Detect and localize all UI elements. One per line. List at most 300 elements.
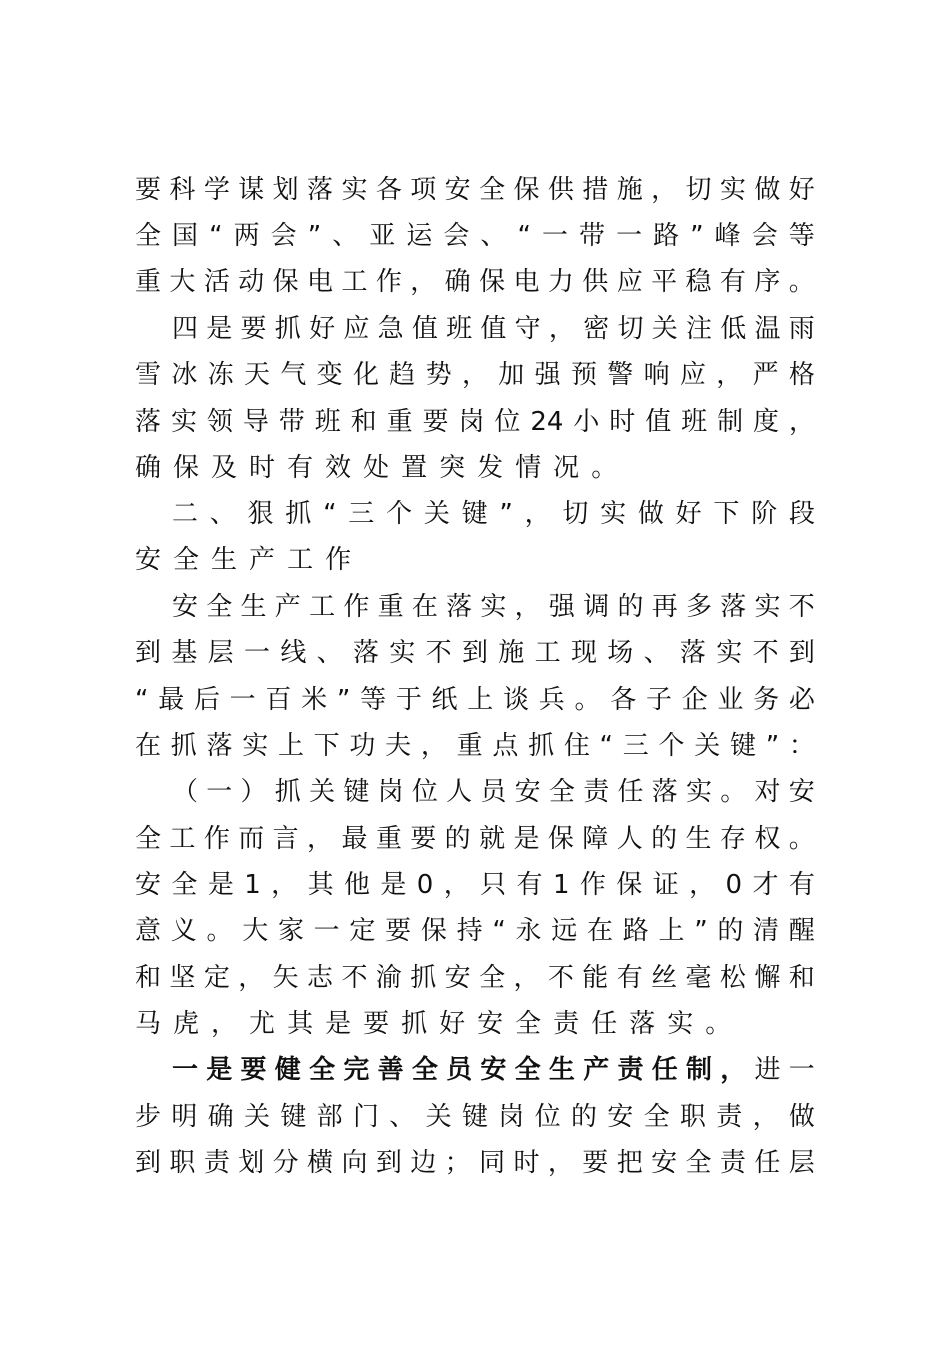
glyph: 尤 xyxy=(249,1009,276,1039)
glyph: 到 xyxy=(788,638,815,668)
glyph: 带 xyxy=(278,407,305,437)
glyph: 处 xyxy=(363,453,390,483)
glyph: 不 xyxy=(341,963,368,993)
glyph: 对 xyxy=(754,777,781,807)
glyph: 清 xyxy=(753,916,780,946)
glyph: 醒 xyxy=(788,916,815,946)
glyph: 多 xyxy=(685,592,712,622)
glyph: 言 xyxy=(272,824,299,854)
glyph: 三 xyxy=(348,499,375,529)
glyph: 岗 xyxy=(458,407,485,437)
glyph: ” xyxy=(336,685,351,715)
bold-glyph: ， xyxy=(720,1055,747,1085)
glyph: 于 xyxy=(395,685,422,715)
glyph: 值 xyxy=(645,407,672,437)
glyph: 注 xyxy=(685,314,712,344)
bold-glyph: 是 xyxy=(206,1055,233,1085)
glyph: 全 xyxy=(685,1148,712,1178)
glyph: 确 xyxy=(444,267,471,297)
glyph: 抓 xyxy=(170,731,197,761)
glyph: 上 xyxy=(658,916,685,946)
glyph: 的 xyxy=(570,1102,597,1132)
glyph: ） xyxy=(240,777,267,807)
bold-glyph: 健 xyxy=(274,1055,301,1085)
glyph: 、 xyxy=(332,221,359,251)
glyph: 定 xyxy=(203,963,230,993)
glyph: 重 xyxy=(386,407,413,437)
glyph: 实 xyxy=(716,638,743,668)
glyph: 的 xyxy=(717,916,744,946)
glyph: 保 xyxy=(420,916,447,946)
glyph: 应 xyxy=(679,360,706,390)
glyph: 实 xyxy=(600,499,627,529)
text-line xyxy=(135,1004,815,1044)
glyph: ： xyxy=(788,731,815,761)
glyph: 会 xyxy=(270,221,297,251)
glyph: 全 xyxy=(643,1102,670,1132)
glyph: 懈 xyxy=(754,963,781,993)
glyph: 关 xyxy=(651,314,678,344)
glyph: 变 xyxy=(316,360,343,390)
glyph: 班 xyxy=(681,407,708,437)
glyph: 关 xyxy=(425,1102,452,1132)
glyph: 好 xyxy=(439,1009,466,1039)
glyph: 点 xyxy=(492,731,519,761)
glyph: ， xyxy=(271,870,298,900)
text-line xyxy=(135,911,815,951)
glyph: 个 xyxy=(386,499,413,529)
glyph: 必 xyxy=(788,685,815,715)
glyph: 远 xyxy=(551,916,578,946)
text-line xyxy=(135,216,815,256)
section-heading-line xyxy=(172,494,815,534)
glyph: 势 xyxy=(425,360,452,390)
glyph: 效 xyxy=(325,453,352,483)
glyph: 。 xyxy=(705,1009,732,1039)
glyph: 一 xyxy=(243,638,270,668)
text-line xyxy=(172,309,815,349)
glyph: 渝 xyxy=(375,963,402,993)
glyph: 三 xyxy=(622,731,649,761)
glyph: ， xyxy=(238,963,265,993)
glyph: 电 xyxy=(307,267,334,297)
glyph: 安 xyxy=(477,1009,504,1039)
glyph: 动 xyxy=(238,267,265,297)
glyph: 低 xyxy=(720,314,747,344)
glyph: 。 xyxy=(788,824,815,854)
glyph: 要 xyxy=(582,1148,609,1178)
glyph: 置 xyxy=(401,453,428,483)
glyph: 实 xyxy=(341,175,368,205)
glyph: 而 xyxy=(238,824,265,854)
glyph: 落 xyxy=(679,638,706,668)
bold-glyph: 任 xyxy=(651,1055,678,1085)
glyph: 安 xyxy=(444,175,471,205)
glyph: 个 xyxy=(658,731,685,761)
glyph: 密 xyxy=(583,314,610,344)
glyph: 电 xyxy=(513,267,540,297)
glyph: 班 xyxy=(314,407,341,437)
glyph: 生 xyxy=(240,592,267,622)
text-line xyxy=(135,958,815,998)
subheading-line xyxy=(172,772,815,812)
glyph: 实 xyxy=(719,175,746,205)
glyph: 不 xyxy=(547,963,574,993)
glyph: 、 xyxy=(389,1102,416,1132)
text-line xyxy=(135,355,815,395)
glyph: 落 xyxy=(651,777,678,807)
glyph: 边 xyxy=(410,1148,437,1178)
glyph: 带 xyxy=(579,221,606,251)
glyph: 层 xyxy=(207,638,234,668)
glyph: ， xyxy=(547,1148,574,1178)
glyph: 四 xyxy=(172,314,199,344)
glyph: 抓 xyxy=(401,1009,428,1039)
text-line xyxy=(135,680,815,720)
glyph: 一 xyxy=(229,685,256,715)
glyph: 有 xyxy=(616,963,643,993)
glyph: 各 xyxy=(610,685,637,715)
glyph: 雪 xyxy=(135,360,162,390)
glyph: 关 xyxy=(243,1102,270,1132)
glyph: 、 xyxy=(480,221,507,251)
glyph: ， xyxy=(307,824,334,854)
glyph: 不 xyxy=(752,638,779,668)
glyph: 是 xyxy=(380,870,407,900)
glyph: 其 xyxy=(287,1009,314,1039)
bold-glyph: 完 xyxy=(343,1055,370,1085)
glyph: 在 xyxy=(411,592,438,622)
glyph: 上 xyxy=(277,731,304,761)
text-line xyxy=(135,1143,815,1183)
glyph: 化 xyxy=(352,360,379,390)
glyph: 键 xyxy=(280,1102,307,1132)
glyph: 应 xyxy=(343,314,370,344)
glyph: 抓 xyxy=(528,731,555,761)
glyph: 一 xyxy=(313,916,340,946)
glyph: ， xyxy=(752,1102,779,1132)
glyph: 重 xyxy=(375,824,402,854)
glyph: 要 xyxy=(135,175,162,205)
glyph: 工 xyxy=(341,267,368,297)
glyph: 度 xyxy=(753,407,780,437)
glyph: 要 xyxy=(410,824,437,854)
glyph: 平 xyxy=(651,267,678,297)
glyph: 重 xyxy=(135,267,162,297)
glyph: 门 xyxy=(352,1102,379,1132)
glyph: 、 xyxy=(209,499,236,529)
glyph: 现 xyxy=(570,638,597,668)
bold-glyph: 要 xyxy=(240,1055,267,1085)
glyph: 抓 xyxy=(274,777,301,807)
glyph: 安 xyxy=(788,777,815,807)
glyph: 安 xyxy=(444,963,471,993)
glyph: （ xyxy=(172,777,199,807)
glyph: 作 xyxy=(375,267,402,297)
glyph: 键 xyxy=(461,499,488,529)
glyph: 的 xyxy=(651,824,678,854)
glyph: 及 xyxy=(211,453,238,483)
glyph: 落 xyxy=(446,592,473,622)
glyph: ； xyxy=(444,1148,471,1178)
glyph: 基 xyxy=(171,638,198,668)
text-line xyxy=(135,1097,815,1137)
glyph: 守 xyxy=(514,314,541,344)
glyph: 任 xyxy=(591,1009,618,1039)
glyph: ， xyxy=(443,870,470,900)
glyph: ” xyxy=(694,916,708,946)
glyph: 天 xyxy=(243,360,270,390)
glyph: 其 xyxy=(307,870,334,900)
glyph: 的 xyxy=(617,592,644,622)
glyph: 供 xyxy=(582,267,609,297)
glyph: 安 xyxy=(135,545,162,575)
glyph: “ xyxy=(492,916,506,946)
glyph: ， xyxy=(689,870,716,900)
glyph: 好 xyxy=(675,499,702,529)
glyph: 才 xyxy=(752,870,779,900)
glyph: ， xyxy=(716,360,743,390)
glyph: 安 xyxy=(135,870,162,900)
glyph: 切 xyxy=(685,175,712,205)
bold-glyph: 善 xyxy=(377,1055,404,1085)
glyph: 作 xyxy=(203,824,230,854)
glyph: 好 xyxy=(309,314,336,344)
glyph: 1 xyxy=(552,870,570,900)
glyph: 务 xyxy=(753,685,780,715)
glyph: 和 xyxy=(135,963,162,993)
glyph: 作 xyxy=(343,592,370,622)
glyph: 产 xyxy=(274,592,301,622)
glyph: 虎 xyxy=(173,1009,200,1039)
glyph: 功 xyxy=(349,731,376,761)
glyph: 等 xyxy=(360,685,387,715)
glyph: 责 xyxy=(583,777,610,807)
glyph: ， xyxy=(651,175,678,205)
glyph: 位 xyxy=(411,777,438,807)
glyph: 全 xyxy=(479,963,506,993)
glyph: 气 xyxy=(280,360,307,390)
glyph: 抓 xyxy=(285,499,312,529)
glyph: 时 xyxy=(249,453,276,483)
glyph: 1 xyxy=(244,870,261,900)
glyph: 有 xyxy=(287,453,314,483)
glyph: 措 xyxy=(582,175,609,205)
glyph: ， xyxy=(211,1009,238,1039)
glyph: 不 xyxy=(425,638,452,668)
glyph: 亚 xyxy=(369,221,396,251)
glyph: 大 xyxy=(242,916,269,946)
bold-glyph: 安 xyxy=(480,1055,507,1085)
glyph: 冰 xyxy=(171,360,198,390)
glyph: 任 xyxy=(754,1148,781,1178)
glyph: 确 xyxy=(135,453,162,483)
glyph: 只 xyxy=(480,870,507,900)
glyph: 持 xyxy=(456,916,483,946)
bold-glyph: 生 xyxy=(548,1055,575,1085)
glyph: 。 xyxy=(574,685,601,715)
glyph: 切 xyxy=(617,314,644,344)
text-line xyxy=(135,170,815,210)
glyph: 峰 xyxy=(714,221,741,251)
glyph: 发 xyxy=(477,453,504,483)
glyph: 两 xyxy=(233,221,260,251)
glyph: 、 xyxy=(316,638,343,668)
glyph: 实 xyxy=(754,592,781,622)
glyph: 键 xyxy=(461,1102,488,1132)
bold-glyph: 责 xyxy=(617,1055,644,1085)
glyph: 下 xyxy=(313,731,340,761)
glyph: 是 xyxy=(206,314,233,344)
bold-glyph: 制 xyxy=(685,1055,712,1085)
glyph: 值 xyxy=(411,314,438,344)
glyph: 路 xyxy=(622,916,649,946)
glyph: 要 xyxy=(385,916,412,946)
glyph: “ xyxy=(323,499,337,529)
glyph: 保 xyxy=(272,267,299,297)
glyph: 保 xyxy=(616,870,643,900)
glyph: 小 xyxy=(573,407,600,437)
glyph: 下 xyxy=(713,499,740,529)
glyph: 一 xyxy=(206,777,233,807)
glyph: 是 xyxy=(325,1009,352,1039)
glyph: 安 xyxy=(651,1148,678,1178)
glyph: 谋 xyxy=(238,175,265,205)
glyph: 到 xyxy=(461,638,488,668)
glyph: ， xyxy=(514,592,541,622)
glyph: 业 xyxy=(717,685,744,715)
glyph: “ xyxy=(209,221,223,251)
glyph: 横 xyxy=(307,1148,334,1178)
glyph: 抓 xyxy=(410,963,437,993)
glyph: 学 xyxy=(203,175,230,205)
glyph: 分 xyxy=(272,1148,299,1178)
glyph: 最 xyxy=(158,685,185,715)
glyph: 应 xyxy=(616,267,643,297)
glyph: 到 xyxy=(375,1148,402,1178)
glyph: 科 xyxy=(169,175,196,205)
glyph: 全 xyxy=(135,824,162,854)
bold-lead-line xyxy=(172,1050,815,1090)
bold-glyph: 一 xyxy=(172,1055,199,1085)
glyph: 马 xyxy=(135,1009,162,1039)
glyph: 员 xyxy=(480,777,507,807)
glyph: 作 xyxy=(325,545,352,575)
glyph: ， xyxy=(513,963,540,993)
glyph: 力 xyxy=(547,267,574,297)
glyph: 谈 xyxy=(503,685,530,715)
glyph: 兵 xyxy=(538,685,565,715)
glyph: ” xyxy=(690,221,704,251)
glyph: 项 xyxy=(410,175,437,205)
glyph: 响 xyxy=(643,360,670,390)
glyph: 0 xyxy=(416,870,434,900)
text-line xyxy=(172,587,815,627)
glyph: 。 xyxy=(591,453,618,483)
glyph: 温 xyxy=(754,314,781,344)
glyph: 生 xyxy=(685,824,712,854)
glyph: 落 xyxy=(206,731,233,761)
glyph: 有 xyxy=(788,870,815,900)
glyph: ” xyxy=(499,499,513,529)
glyph: 责 xyxy=(553,1009,580,1039)
glyph: 实 xyxy=(242,731,269,761)
glyph: 格 xyxy=(788,360,815,390)
glyph: 责 xyxy=(719,1148,746,1178)
glyph: 领 xyxy=(206,407,233,437)
glyph: 松 xyxy=(719,963,746,993)
glyph: 全 xyxy=(206,592,233,622)
glyph: 岗 xyxy=(377,777,404,807)
glyph: 生 xyxy=(211,545,238,575)
glyph: 调 xyxy=(583,592,610,622)
glyph: 实 xyxy=(480,592,507,622)
glyph: 子 xyxy=(645,685,672,715)
glyph: 全 xyxy=(479,175,506,205)
glyph: 坚 xyxy=(169,963,196,993)
glyph: 岗 xyxy=(498,1102,525,1132)
glyph: 0 xyxy=(725,870,743,900)
glyph: 明 xyxy=(171,1102,198,1132)
glyph: 关 xyxy=(309,777,336,807)
glyph: 一 xyxy=(541,221,568,251)
glyph: 要 xyxy=(240,314,267,344)
bold-glyph: 产 xyxy=(583,1055,610,1085)
glyph: 等 xyxy=(788,221,815,251)
glyph: 大 xyxy=(169,267,196,297)
glyph: 人 xyxy=(616,824,643,854)
glyph: 权 xyxy=(754,824,781,854)
glyph: 丝 xyxy=(651,963,678,993)
glyph: ， xyxy=(461,360,488,390)
glyph: 要 xyxy=(363,1009,390,1039)
section-heading-line xyxy=(135,540,815,580)
glyph: 切 xyxy=(562,499,589,529)
glyph: 后 xyxy=(193,685,220,715)
text-line xyxy=(135,262,815,302)
glyph: 键 xyxy=(343,777,370,807)
glyph: 24 xyxy=(530,407,564,437)
glyph: 位 xyxy=(494,407,521,437)
glyph: 责 xyxy=(203,1148,230,1178)
glyph: 全 xyxy=(135,221,162,251)
glyph: 安 xyxy=(607,1102,634,1132)
glyph: 向 xyxy=(341,1148,368,1178)
glyph: 强 xyxy=(534,360,561,390)
glyph: 落 xyxy=(307,175,334,205)
glyph: 国 xyxy=(172,221,199,251)
glyph: 安 xyxy=(514,777,541,807)
glyph: 做 xyxy=(637,499,664,529)
glyph: 雨 xyxy=(788,314,815,344)
glyph: 把 xyxy=(616,1148,643,1178)
glyph: 安 xyxy=(172,592,199,622)
glyph: 保 xyxy=(547,824,574,854)
glyph: ， xyxy=(410,267,437,297)
glyph: 能 xyxy=(582,963,609,993)
glyph: 全 xyxy=(173,545,200,575)
text-line xyxy=(135,448,815,488)
glyph: 严 xyxy=(752,360,779,390)
glyph: 确 xyxy=(207,1102,234,1132)
glyph: 百 xyxy=(265,685,292,715)
glyph: 最 xyxy=(341,824,368,854)
glyph: 重 xyxy=(377,592,404,622)
glyph: 预 xyxy=(570,360,597,390)
glyph: 企 xyxy=(681,685,708,715)
glyph: 任 xyxy=(617,777,644,807)
glyph: 步 xyxy=(135,1102,162,1132)
